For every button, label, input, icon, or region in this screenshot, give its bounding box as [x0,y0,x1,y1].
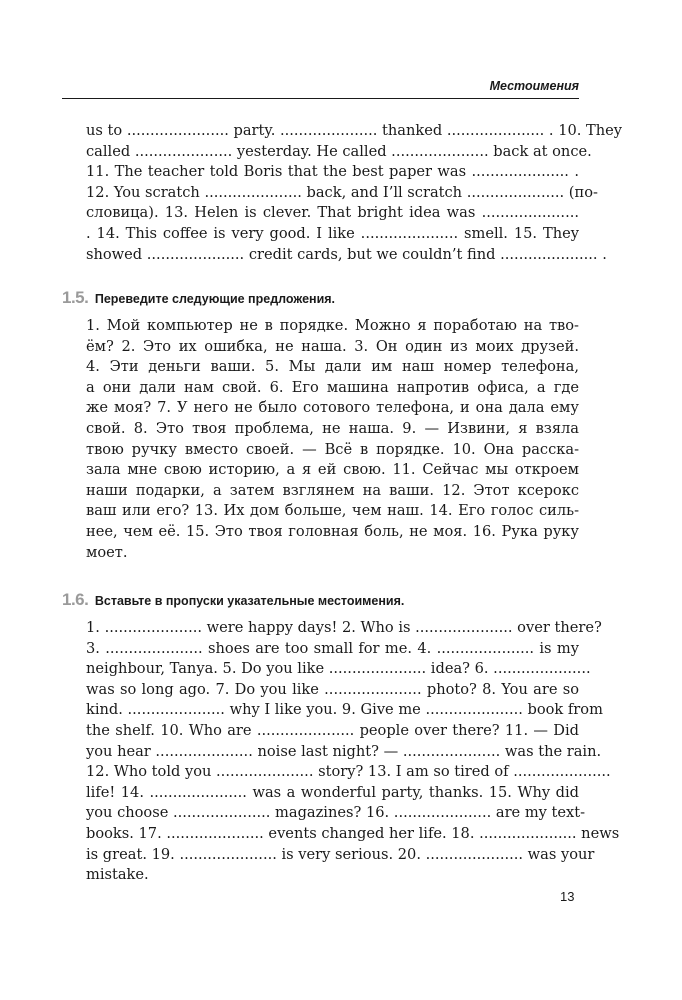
text-line: 4. Эти деньги ваши. 5. Мы дали им наш номер телефона, [86,358,579,376]
exercise-number: 1.5. [62,288,89,307]
text-line: you hear ..................... noise last night? — ..................... was the rain. [86,742,602,760]
text-line: словица). 13. Helen is clever. That bright idea was ..................... [86,204,579,222]
exercise-number: 1.6. [62,590,89,609]
text-line: 12. You scratch ..................... back, and I’ll scratch ..................... (по- [86,183,598,201]
exercise-1-6-text [86,618,620,886]
text-line: books. 17. ..................... events changed her life. 18. ..................... news [86,824,620,842]
exercise-1-5-text [86,316,579,563]
text-line: же моя? 7. У него не было сотового телефона, и она дала ему [86,399,579,417]
text-line: 12. Who told you ..................... story? 13. I am so tired of ..................... [86,763,611,781]
text-line: us to ...................... party. ..................... thanked ..................... . 10. They [86,122,623,139]
text-line: 1. Мой компьютер не в порядке. Можно я поработаю на тво- [86,317,579,334]
exercise-title: Переведите следующие предложения. [94,292,336,306]
text-line: нее, чем её. 15. Это твоя головная боль, не моя. 16. Рука руку [86,522,579,540]
text-line: 11. The teacher told Boris that the best paper was ..................... . [86,163,579,181]
text-line: свой. 8. Это твоя проблема, не наша. 9. — Извини, я взяла [86,419,579,437]
text-line: ём? 2. Это их ошибка, не наша. 3. Он один из моих друзей. [86,337,579,355]
text-line: kind. ..................... why I like you. 9. Give me ..................... book from [86,701,603,719]
text-line: . 14. This coffee is very good. I like ..................... smell. 15. They [86,224,579,242]
text-line: а они дали нам свой. 6. Его машина напротив офиса, а где [86,378,579,396]
text-line: life! 14. ..................... was a wonderful party, thanks. 15. Why did [86,783,579,801]
text-line: called ..................... yesterday. He called ..................... back at once. [86,142,592,160]
text-line: showed ..................... credit cards, but we couldn’t find ..................... . [86,245,607,263]
text-line: was so long ago. 7. Do you like ..................... photo? 8. You are so [86,680,579,698]
exercise-heading-1-6 [62,590,404,610]
page-number: 13 [560,889,575,904]
text-line: моет. [86,543,128,561]
text-line: зала мне свою историю, а я ей свою. 11. Сейчас мы откроем [86,461,579,479]
text-line: neighbour, Tanya. 5. Do you like ..................... idea? 6. ..................... [86,660,591,678]
text-line: ваш или его? 13. Их дом больше, чем наш. 14. Его голос силь- [86,502,579,520]
exercise-heading-1-5 [62,288,335,308]
text-line: mistake. [86,866,149,884]
text-line: the shelf. 10. Who are ..................... people over there? 11. — Did [86,721,579,739]
text-line: is great. 19. ..................... is very serious. 20. ..................... was your [86,845,595,863]
text-line: твою ручку вместо своей. — Всё в порядке. 10. Она расска- [86,440,579,458]
text-line: 1. ..................... were happy days! 2. Who is ..................... over there? [86,619,602,636]
exercise-title: Вставьте в пропуски указательные местоимения. [94,594,405,608]
continuation-paragraph [86,121,623,265]
text-line: наши подарки, а затем взглянем на ваши. 12. Этот ксерокс [86,481,579,499]
page-header [62,78,579,99]
text-line: you choose ..................... magazines? 16. ..................... are my text- [86,804,586,822]
text-line: 3. ..................... shoes are too small for me. 4. ..................... is my [86,639,579,657]
running-header-title: Местоимения [489,79,579,93]
